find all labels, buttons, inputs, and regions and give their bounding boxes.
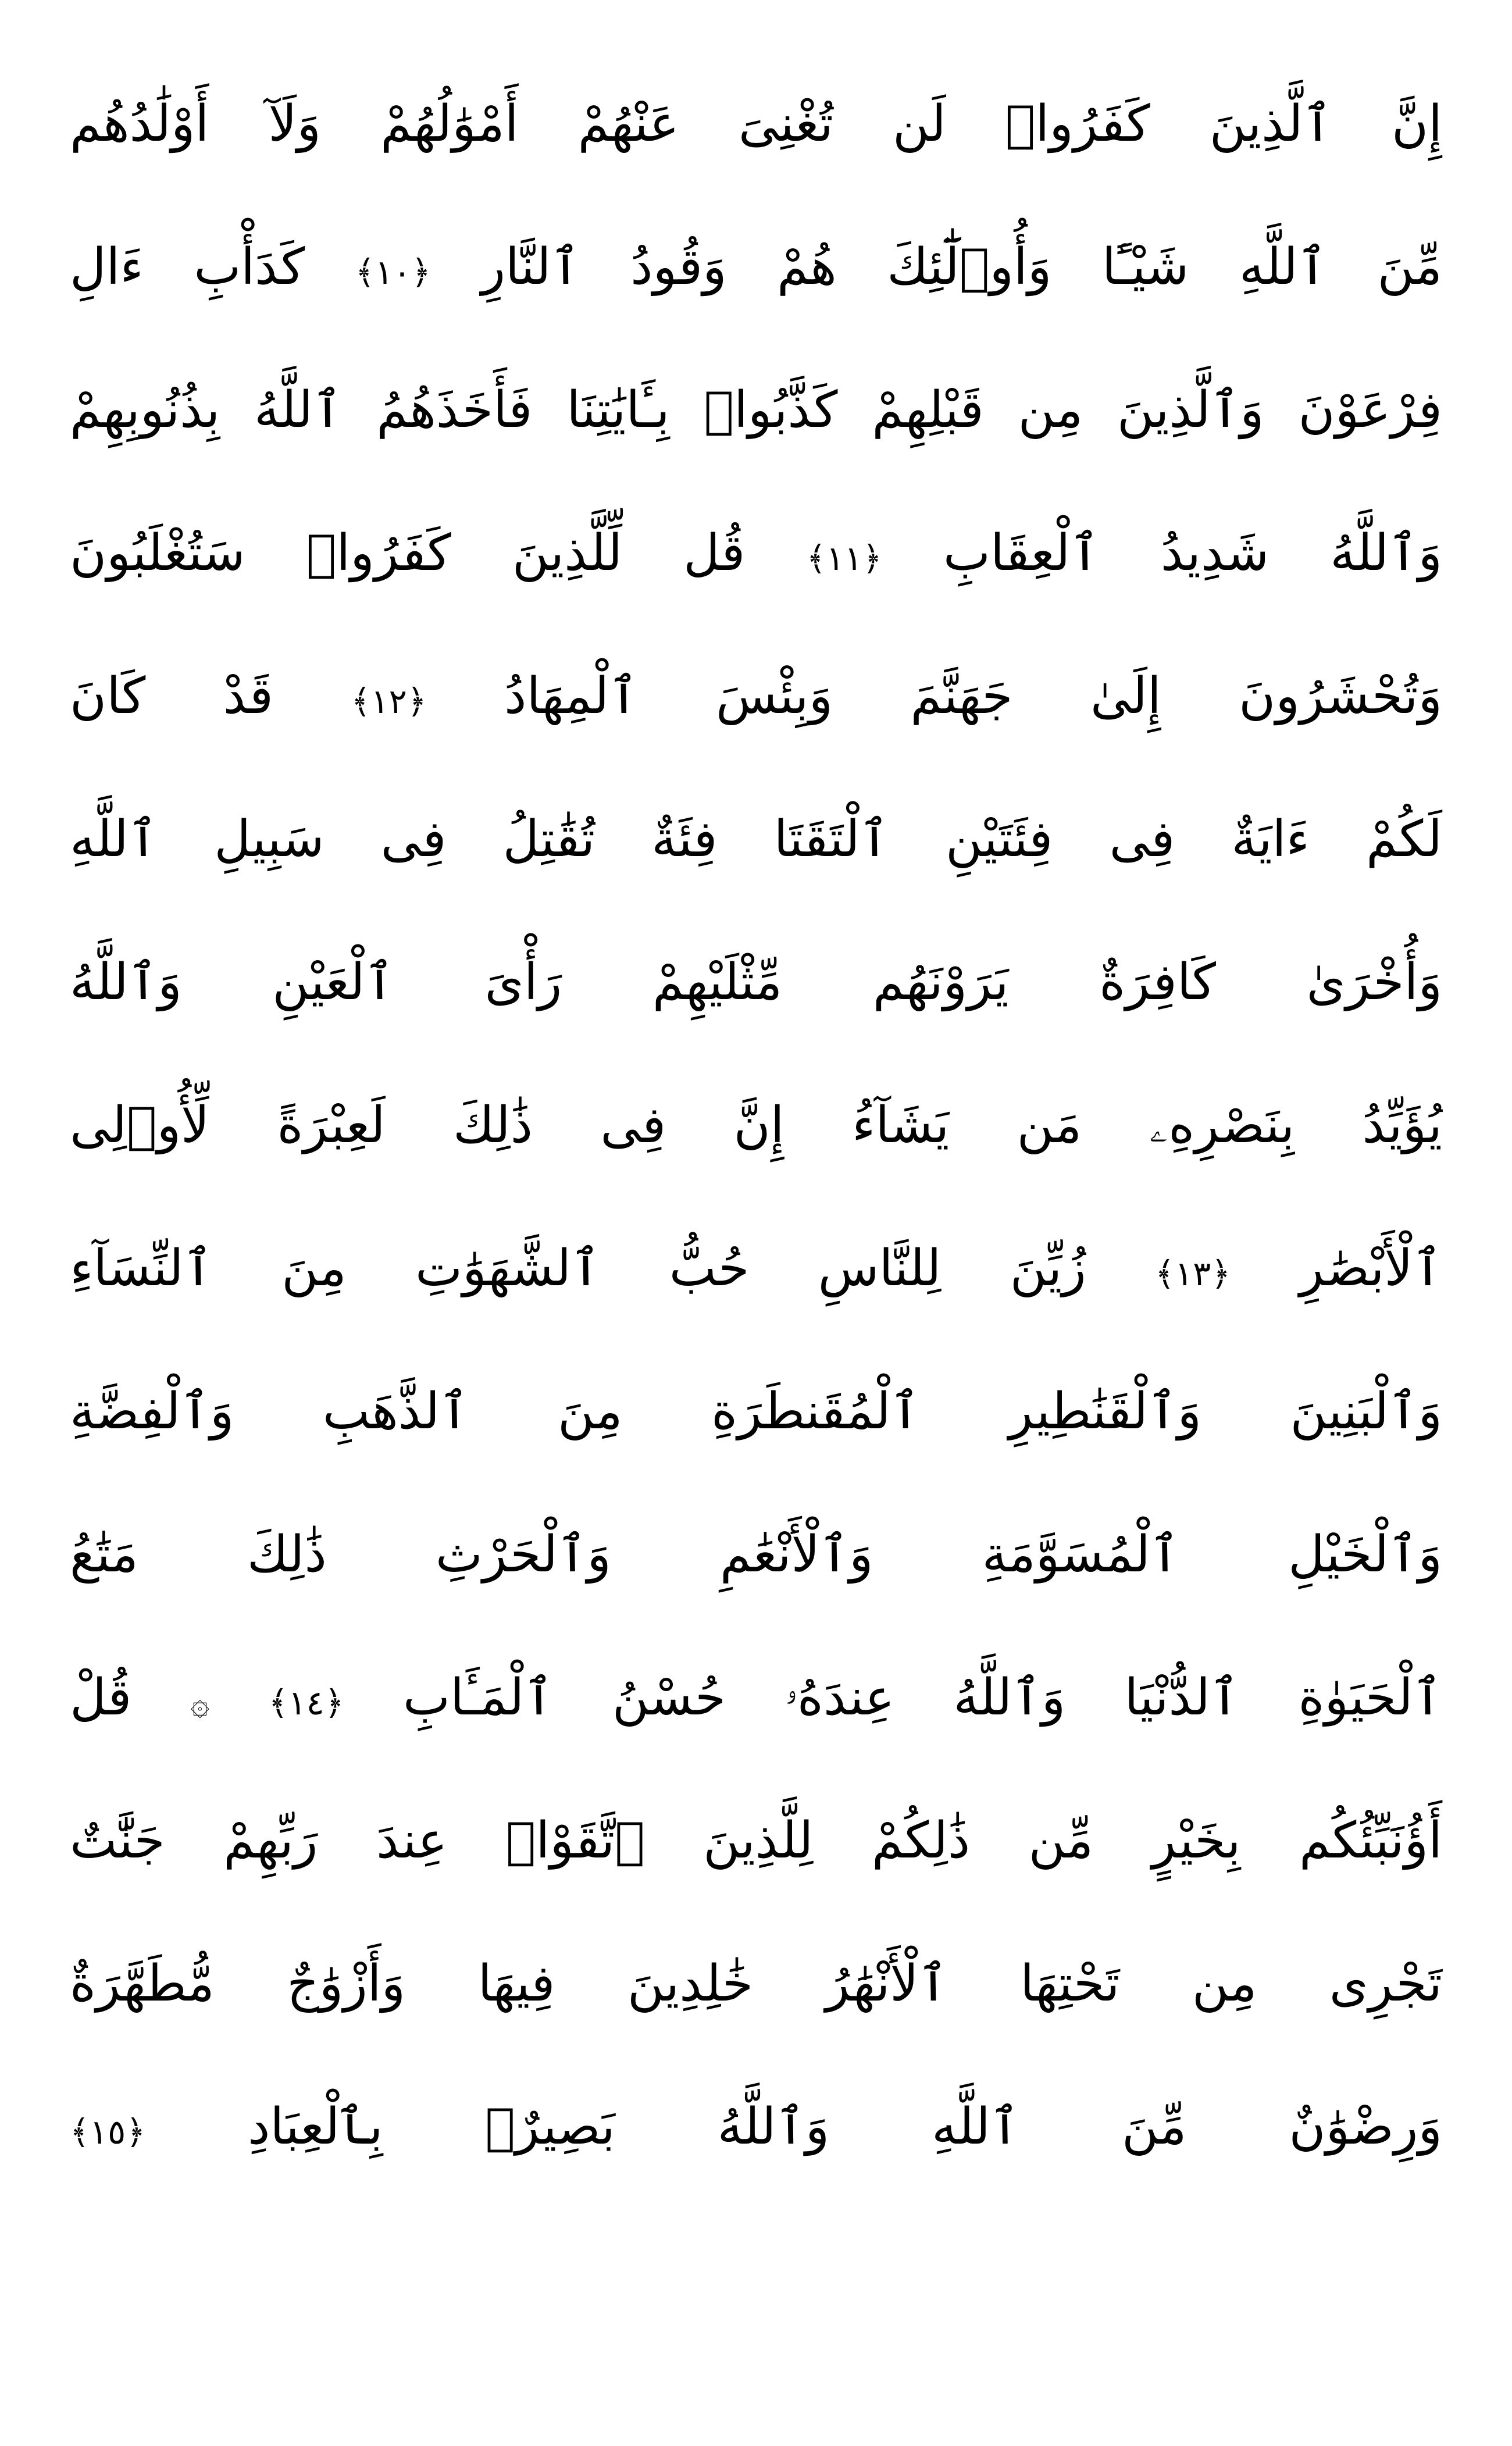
line-2-inner: [70, 195, 1442, 338]
word: عَنْهُمْ: [577, 95, 679, 153]
word: يَرَوْنَهُم: [872, 953, 1009, 1011]
word: كَدَأْبِ: [194, 238, 305, 296]
ayah-marker-13: ﴿١٣﴾: [1155, 1254, 1231, 1293]
word: مِنَ: [281, 1239, 347, 1297]
word: إِنَّ: [733, 1096, 784, 1154]
word: كَفَرُوا۟: [306, 524, 451, 582]
word: حُسْنُ: [612, 1668, 726, 1727]
word: فَأَخَذَهُمُ: [376, 381, 533, 439]
word: حُبُّ: [669, 1239, 750, 1297]
word: ٱلْأَنْهَٰرُ: [825, 1955, 948, 2013]
word: قُلْ: [70, 1668, 132, 1727]
word: مِن: [1018, 381, 1083, 439]
word: فِيهَا: [477, 1955, 555, 2013]
word: عِندَهُۥ: [784, 1668, 895, 1727]
word: مِّثْلَيْهِمْ: [652, 953, 783, 1011]
word: فِى: [600, 1096, 666, 1154]
word: وَٱلْخَيْلِ: [1288, 1525, 1442, 1584]
word: شَيْـًٔا: [1101, 238, 1189, 296]
word: بِٱلْعِبَادِ: [248, 2098, 383, 2156]
line-4-inner: [70, 482, 1442, 625]
word: ٱلْمَـَٔابِ: [402, 1668, 554, 1727]
line-5-inner: [70, 625, 1442, 768]
line-12-inner: [70, 1626, 1442, 1769]
quran-line-13: [70, 1769, 1442, 1912]
word: لَعِبْرَةً: [277, 1096, 386, 1154]
line-10-inner: [70, 1340, 1442, 1483]
word: مِنَ: [558, 1382, 623, 1440]
word: تَجْرِى: [1329, 1955, 1442, 2013]
word: وَٱلْبَنِينَ: [1290, 1382, 1442, 1440]
word: بِخَيْرٍ: [1151, 1812, 1241, 1870]
word: جَنَّٰتٌ: [70, 1812, 165, 1870]
word: ءَايَةٌ: [1231, 810, 1310, 868]
word: بِـَٔايَٰتِنَا: [566, 381, 670, 439]
word: قُل: [683, 524, 746, 582]
word: وَأَزْوَٰجٌ: [287, 1955, 406, 2013]
word: كَفَرُوا۟: [1005, 95, 1150, 153]
line-14-inner: [70, 1912, 1442, 2055]
word: رَبِّهِمْ: [223, 1812, 318, 1870]
word: وَقُودُ: [630, 238, 727, 296]
word: كَذَّبُوا۟: [704, 381, 838, 439]
line-13-inner: [70, 1769, 1442, 1912]
word: مَتَٰعُ: [70, 1525, 138, 1584]
word: فِئَةٌ: [651, 810, 718, 868]
word: ٱتَّقَوْا۟: [505, 1812, 645, 1870]
word: لَكُمْ: [1366, 810, 1442, 868]
word: قَدْ: [223, 667, 274, 725]
word: أَمْوَٰلُهُمْ: [380, 95, 519, 153]
ayah-marker-11: ﴿١١﴾: [806, 539, 882, 578]
word: وَأُخْرَىٰ: [1306, 953, 1442, 1011]
ayah-marker-14: ﴿١٤﴾: [268, 1683, 344, 1723]
line-6-inner: [70, 768, 1442, 911]
word: ٱلَّذِينَ: [1209, 95, 1332, 153]
line-1-inner: [70, 52, 1442, 195]
quran-line-1: [70, 52, 1442, 195]
quran-line-5: [70, 625, 1442, 768]
quran-line-6: [70, 768, 1442, 911]
word: مِّن: [1028, 1812, 1094, 1870]
word: تُغْنِىَ: [738, 95, 833, 153]
quran-line-15: [70, 2055, 1442, 2198]
word: أَؤُنَبِّئُكُم: [1299, 1812, 1442, 1870]
word: وَٱلْأَنْعَٰمِ: [719, 1525, 873, 1584]
word: بِنَصْرِهِۦ: [1149, 1096, 1295, 1154]
quran-line-4: [70, 482, 1442, 625]
word: مِّنَ: [1122, 2098, 1187, 2156]
word: ٱلْمُسَوَّمَةِ: [982, 1525, 1180, 1584]
word: ذَٰلِكَ: [247, 1525, 327, 1584]
word: خَٰلِدِينَ: [627, 1955, 754, 2013]
word: يَشَآءُ: [851, 1096, 950, 1154]
word: وَٱللَّهُ: [70, 953, 182, 1011]
word: سَتُغْلَبُونَ: [70, 524, 245, 582]
word: أَوْلَٰدُهُم: [70, 95, 209, 153]
word: ٱلْعَيْنِ: [272, 953, 394, 1011]
word: وَرِضْوَٰنٌ: [1289, 2098, 1442, 2156]
word: ذَٰلِكُمْ: [871, 1812, 971, 1870]
word: ذَٰلِكَ: [453, 1096, 533, 1154]
word: وَٱلْقَنَٰطِيرِ: [1008, 1382, 1201, 1440]
word: وَٱلَّذِينَ: [1117, 381, 1264, 439]
word: وَٱللَّهُ: [953, 1668, 1066, 1727]
word: وَلَآ: [268, 95, 322, 153]
word: مَن: [1017, 1096, 1082, 1154]
word: ٱلْأَبْصَٰرِ: [1299, 1239, 1442, 1297]
word: فِرْعَوْنَ: [1298, 381, 1442, 439]
word: لِّلَّذِينَ: [512, 524, 623, 582]
quran-text-block: [70, 52, 1442, 2198]
word: ٱلْتَقَتَا: [773, 810, 889, 868]
word: ٱللَّهُ: [254, 381, 343, 439]
quran-line-2: [70, 195, 1442, 338]
word: ٱللَّهِ: [1239, 238, 1327, 296]
word: هُمْ: [777, 238, 837, 296]
word: ٱلْحَيَوٰةِ: [1298, 1668, 1442, 1727]
ayah-marker-10: ﴿١٠﴾: [355, 252, 432, 292]
word: لِّأُو۟لِى: [70, 1096, 210, 1154]
word: لَن: [893, 95, 946, 153]
word: رَأْىَ: [484, 953, 562, 1011]
word: ٱللَّهِ: [932, 2098, 1020, 2156]
word: وَتُحْشَرُونَ: [1239, 667, 1442, 725]
line-9-inner: [70, 1197, 1442, 1340]
quran-line-10: [70, 1340, 1442, 1483]
quran-line-3: [70, 338, 1442, 482]
rub-el-hizb-icon: ۞: [190, 1685, 210, 1723]
word: بِذُنُوبِهِمْ: [70, 381, 220, 439]
word: تَحْتِهَا: [1020, 1955, 1120, 2013]
quran-line-7: [70, 911, 1442, 1054]
word: شَدِيدُ: [1160, 524, 1269, 582]
word: جَهَنَّمَ: [910, 667, 1013, 725]
quran-line-12: [70, 1626, 1442, 1769]
line-7-inner: [70, 911, 1442, 1054]
word: مِن: [1192, 1955, 1257, 2013]
word: ٱلْمِهَادُ: [504, 667, 639, 725]
line-11-inner: [70, 1483, 1442, 1626]
word: ٱللَّهِ: [70, 810, 158, 868]
quran-line-9: [70, 1197, 1442, 1340]
word: وَأُو۟لَٰٓئِكَ: [887, 238, 1052, 296]
word: لِلَّذِينَ: [703, 1812, 814, 1870]
word: ٱلدُّنْيَا: [1124, 1668, 1240, 1727]
word: فِى: [380, 810, 447, 868]
word: تُقَٰتِلُ: [502, 810, 595, 868]
word: يُؤَيِّدُ: [1362, 1096, 1442, 1154]
line-3-inner: [70, 338, 1442, 482]
word: وَٱللَّهُ: [717, 2098, 830, 2156]
word: كَانَ: [70, 667, 146, 725]
word: قَبْلِهِمْ: [872, 381, 984, 439]
line-15-inner: [70, 2055, 1442, 2198]
word: وَبِئْسَ: [716, 667, 833, 725]
word: ٱلْمُقَنطَرَةِ: [711, 1382, 920, 1440]
word: ٱلذَّهَبِ: [322, 1382, 469, 1440]
quran-line-8: [70, 1054, 1442, 1197]
word: فِئَتَيْنِ: [945, 810, 1053, 868]
word: ٱلْعِقَابِ: [943, 524, 1100, 582]
word: مِّنَ: [1377, 238, 1442, 296]
word: ءَالِ: [70, 238, 144, 296]
word: ٱلنَّارِ: [481, 238, 580, 296]
word: لِلنَّاسِ: [818, 1239, 942, 1297]
word: فِى: [1109, 810, 1175, 868]
word: ٱلنِّسَآءِ: [70, 1239, 213, 1297]
word: زُيِّنَ: [1010, 1239, 1086, 1297]
ayah-marker-15: ﴿١٥﴾: [70, 2112, 146, 2152]
word: سَبِيلِ: [214, 810, 324, 868]
ayah-marker-12: ﴿١٢﴾: [351, 682, 427, 721]
word: وَٱلْفِضَّةِ: [70, 1382, 234, 1440]
word: ٱلشَّهَوَٰتِ: [415, 1239, 601, 1297]
word: كَافِرَةٌ: [1099, 953, 1216, 1011]
word: عِندَ: [376, 1812, 448, 1870]
word: إِلَىٰ: [1090, 667, 1161, 725]
word: بَصِيرٌۢ: [485, 2098, 615, 2156]
word: وَٱللَّهُ: [1330, 524, 1442, 582]
word: وَٱلْحَرْثِ: [435, 1525, 611, 1584]
quran-line-14: [70, 1912, 1442, 2055]
word: مُّطَهَّرَةٌ: [70, 1955, 215, 2013]
word: إِنَّ: [1391, 95, 1442, 153]
quran-line-11: [70, 1483, 1442, 1626]
line-8-inner: [70, 1054, 1442, 1197]
